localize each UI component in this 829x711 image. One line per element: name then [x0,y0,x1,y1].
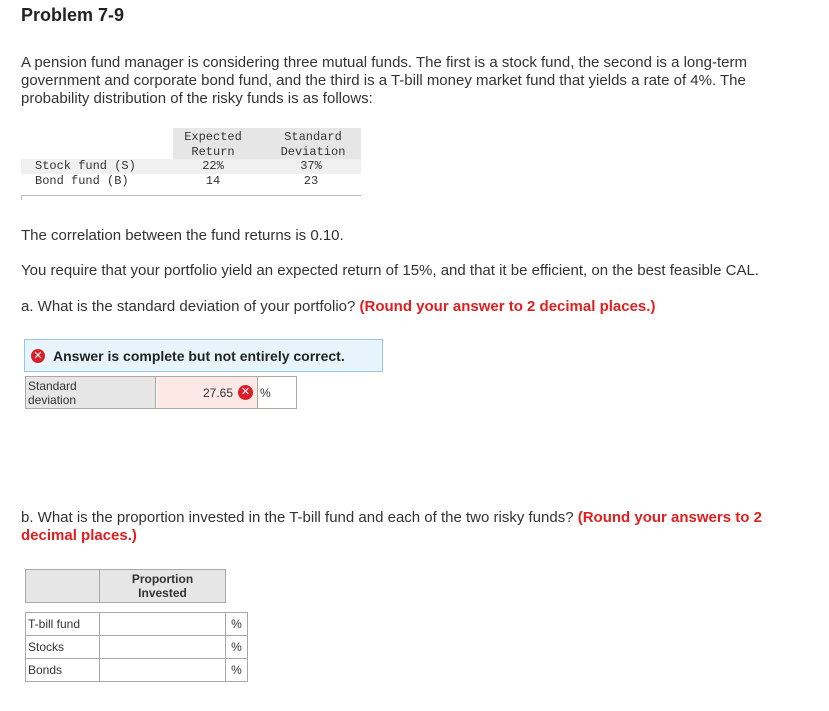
table-row [26,636,248,659]
header-return-label: Return [191,145,235,159]
fund-std: 23 [303,174,319,188]
header-proportion-invested [100,570,226,603]
intro-text: A pension fund manager is considering three mutual funds. The first is a stock fund, the second is a long-term government and corporate bond fund, and the third is a T-bill money market fund that yields a rate of 4%. The probability distribution of the risky funds is as follows: [21,54,747,107]
spacer-cell [26,603,100,613]
std-deviation-input[interactable] [157,377,258,408]
row-label-tbill: T-bill fund [26,613,100,636]
answer-b-header-row [26,570,248,603]
question-b [21,509,811,545]
answer-b-table [25,569,248,682]
header-standard-label: Standard [284,130,342,144]
percent-unit: % [226,659,248,682]
row-label-stocks: Stocks [26,636,100,659]
answer-b-spacer [26,603,248,613]
fund-label: Stock fund (S) [35,159,136,173]
fund-return: 14 [205,174,221,188]
fund-row-bond [21,174,361,189]
fund-std: 37% [300,159,322,173]
status-message: Answer is complete but not entirely correct. [53,348,345,364]
fund-return: 22% [202,159,224,173]
problem-intro [21,54,806,108]
correlation-text: The correlation between the fund returns is 0.10. [21,227,344,244]
incorrect-icon: ✕ [238,385,253,400]
answer-status-banner [24,339,383,372]
percent-unit: % [260,386,271,400]
header-expected-return [183,130,243,160]
question-b-text: b. What is the proportion invested in the T-bill fund and each of the two risky funds? [21,509,578,526]
bonds-proportion-input[interactable] [100,659,226,682]
spacer-cell [226,603,248,613]
header-proportion: Proportion [131,572,194,586]
spacer-cell [100,603,226,613]
fund-table-header [173,128,361,159]
requirement-text: You require that your portfolio yield an expected return of 15%, and that it be efficient, on the best feasible CAL. [21,262,759,279]
header-blank-cell [26,570,100,603]
header-invested: Invested [138,586,187,600]
problem-title: Problem 7-9 [21,5,125,25]
question-a [21,298,655,315]
answer-a-label-line2: deviation [28,393,77,407]
header-unit-cell [226,570,248,603]
percent-unit: % [226,636,248,659]
answer-a-label [26,377,156,408]
table-row [26,659,248,682]
header-expected-label: Expected [184,130,242,144]
incorrect-icon: ✕ [31,349,45,363]
question-a-round-note: (Round your answer to 2 decimal places.) [359,298,656,315]
fund-label: Bond fund (B) [35,174,129,188]
table-bottom-rule [21,195,361,196]
header-standard-deviation [273,130,353,160]
stocks-proportion-input[interactable] [100,636,226,659]
tbill-proportion-input[interactable] [100,613,226,636]
row-label-bonds: Bonds [26,659,100,682]
question-a-text: a. What is the standard deviation of your portfolio? [21,298,360,315]
table-row [26,613,248,636]
fund-row-stock [21,159,361,174]
tbill-input-field[interactable] [100,614,225,635]
table-rule-tick [21,195,22,200]
answer-a-label-line1: Standard [28,379,77,393]
header-deviation-label: Deviation [280,145,346,159]
bonds-input-field[interactable] [100,660,225,681]
answer-a-table [25,376,297,409]
question-b-round-note-2: decimal places.) [21,527,137,544]
std-deviation-value: 27.65 [202,386,233,400]
question-b-round-note: (Round your answers to 2 [577,509,762,526]
stocks-input-field[interactable] [100,637,225,658]
percent-unit: % [226,613,248,636]
